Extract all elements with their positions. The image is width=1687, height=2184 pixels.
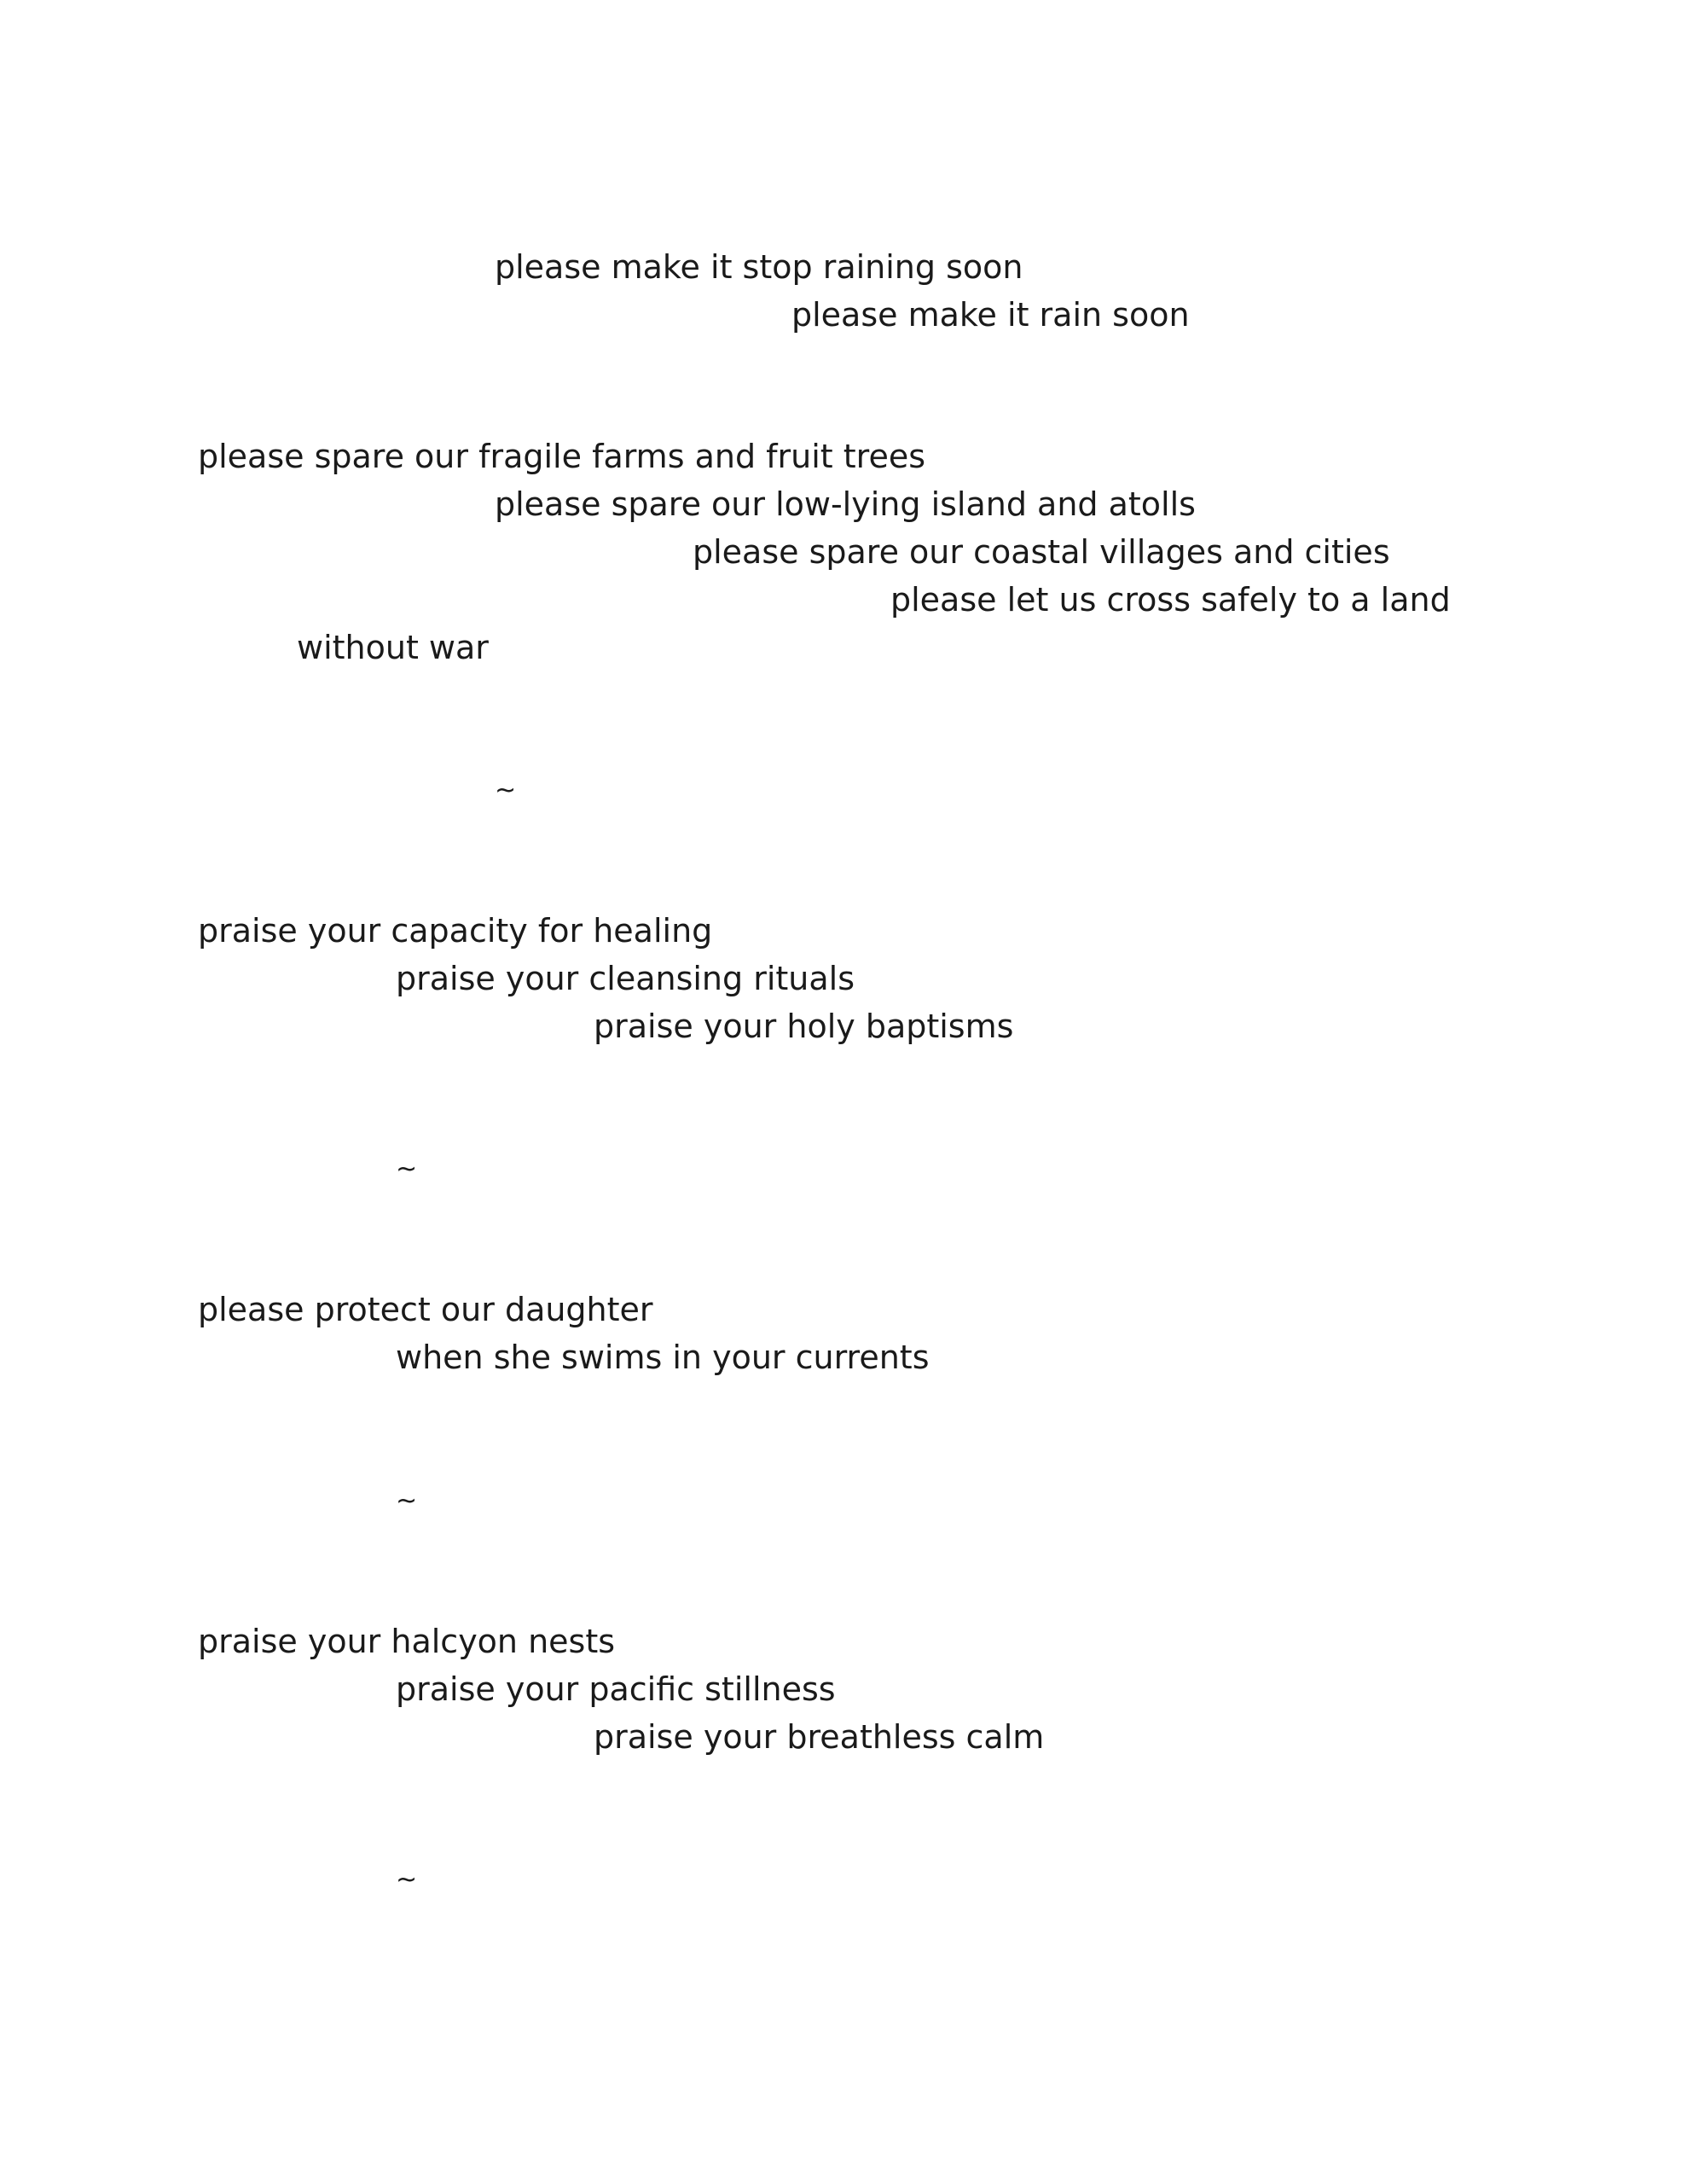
poem-line: when she swims in your currents — [396, 1339, 930, 1376]
poem-line: praise your holy baptisms — [594, 1008, 1014, 1045]
poem-line: please protect our daughter — [198, 1291, 653, 1328]
poem-line: without war — [297, 629, 489, 666]
poem-line: praise your capacity for healing — [198, 912, 713, 950]
stanza-separator: ~ — [396, 1865, 418, 1895]
poem-line: please spare our low-lying island and atolls — [495, 485, 1196, 523]
stanza-separator: ~ — [396, 1154, 418, 1184]
poem-line: please spare our fragile farms and fruit trees — [198, 438, 926, 475]
poem-line: please make it rain soon — [791, 296, 1190, 334]
stanza-separator: ~ — [396, 1486, 418, 1516]
poem-line: praise your cleansing rituals — [396, 960, 855, 997]
poem-line: praise your pacific stillness — [396, 1670, 836, 1708]
poem-line: please make it stop raining soon — [495, 248, 1023, 286]
poem-line: please let us cross safely to a land — [890, 581, 1451, 619]
poem-line: praise your breathless calm — [594, 1718, 1045, 1756]
poem-line: please spare our coastal villages and cities — [693, 533, 1390, 571]
poem-line: praise your halcyon nests — [198, 1623, 616, 1660]
stanza-separator: ~ — [495, 775, 517, 805]
